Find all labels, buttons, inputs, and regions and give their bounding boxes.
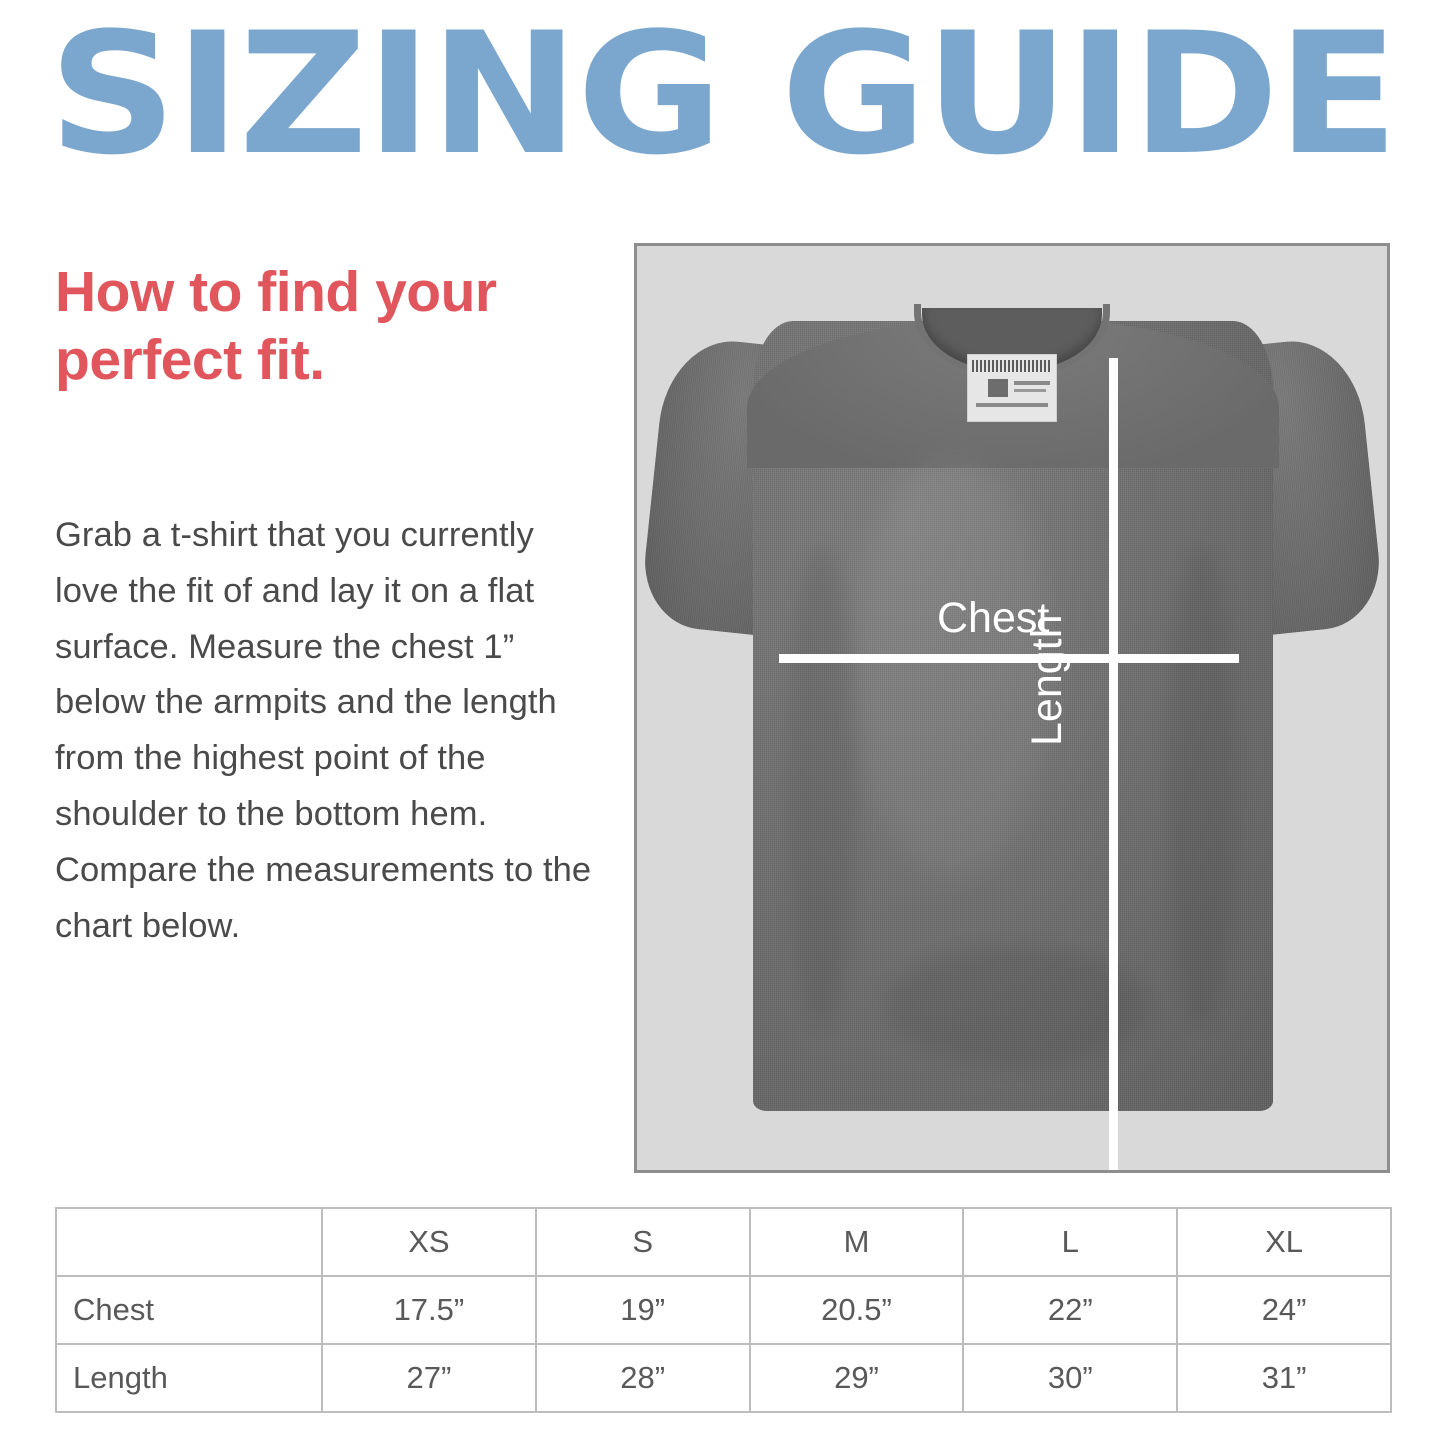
table-row bbox=[56, 1344, 1391, 1412]
cell-length-s: 28” bbox=[536, 1344, 750, 1412]
cell-length-xs: 27” bbox=[322, 1344, 536, 1412]
cell-chest-s: 19” bbox=[536, 1276, 750, 1344]
row-label-length: Length bbox=[56, 1344, 322, 1412]
page-title: SIZING GUIDE bbox=[48, 0, 1397, 192]
fabric-highlight bbox=[852, 456, 1052, 876]
column-header-xs: XS bbox=[322, 1208, 536, 1276]
row-label-chest: Chest bbox=[56, 1276, 322, 1344]
fabric-fold bbox=[887, 946, 1147, 1066]
tshirt-illustration bbox=[637, 246, 1387, 1170]
cell-chest-l: 22” bbox=[963, 1276, 1177, 1344]
length-measurement-line bbox=[1109, 358, 1118, 1173]
cell-chest-xs: 17.5” bbox=[322, 1276, 536, 1344]
table-corner-cell bbox=[56, 1208, 322, 1276]
size-chart-table bbox=[55, 1207, 1392, 1413]
length-measurement-label: Length bbox=[1023, 614, 1071, 746]
tshirt-photo-panel bbox=[634, 243, 1390, 1173]
cell-chest-m: 20.5” bbox=[750, 1276, 964, 1344]
cell-length-xl: 31” bbox=[1177, 1344, 1391, 1412]
chest-measurement-label: Chest bbox=[937, 594, 1050, 642]
subheading: How to find your perfect fit. bbox=[55, 260, 497, 393]
column-header-s: S bbox=[536, 1208, 750, 1276]
column-header-xl: XL bbox=[1177, 1208, 1391, 1276]
intro-section bbox=[55, 258, 595, 955]
cell-length-l: 30” bbox=[963, 1344, 1177, 1412]
chest-measurement-line bbox=[779, 654, 1239, 663]
column-header-m: M bbox=[750, 1208, 964, 1276]
table-row bbox=[56, 1276, 1391, 1344]
column-header-l: L bbox=[963, 1208, 1177, 1276]
instructions-text: Grab a t-shirt that you currently love the fit of and lay it on a flat surface. Measure the chest 1” below the armpits and the length from the highest point of the shoulder to the bottom hem. Compare the measurements to the chart below. bbox=[55, 515, 592, 945]
neck-label-tag bbox=[967, 354, 1057, 422]
cell-length-m: 29” bbox=[750, 1344, 964, 1412]
fabric-fold bbox=[787, 546, 857, 1026]
cell-chest-xl: 24” bbox=[1177, 1276, 1391, 1344]
table-header-row bbox=[56, 1208, 1391, 1276]
fabric-fold bbox=[1167, 546, 1237, 1026]
